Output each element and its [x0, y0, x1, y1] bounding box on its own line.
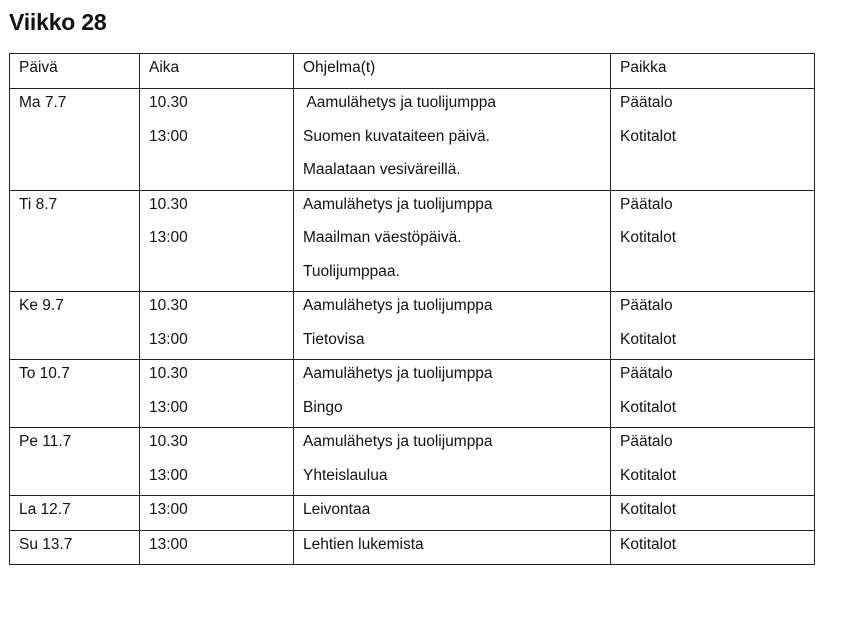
time-value: 13:00 [149, 229, 188, 246]
place-cell [611, 190, 815, 292]
day-cell [10, 530, 140, 565]
program-text: Yhteislaulua [303, 466, 388, 484]
place-text: Päätalo [620, 195, 673, 213]
time-value: 10.30 [149, 365, 188, 382]
day-label: La 12.7 [19, 501, 71, 518]
program-text: Tietovisa [303, 330, 365, 348]
program-text: Leivontaa [303, 501, 371, 518]
place-text: Päätalo [620, 297, 673, 314]
place-cell [611, 428, 815, 496]
header-time: Aika [140, 54, 294, 89]
header-program: Ohjelma(t) [294, 54, 611, 89]
program-text: Tuolijumppaa. [303, 262, 400, 280]
table-row [10, 496, 815, 531]
place-text: Kotitalot [620, 330, 677, 348]
table-header-row [10, 54, 815, 89]
program-text: Aamulähetys ja tuolijumppa [303, 297, 493, 314]
day-cell [10, 292, 140, 360]
time-cell [140, 360, 294, 428]
place-text: Kotitalot [620, 501, 677, 518]
program-cell [294, 360, 611, 428]
place-cell [611, 292, 815, 360]
place-text: Kotitalot [620, 535, 677, 553]
program-cell [294, 89, 611, 191]
header-day: Päivä [10, 54, 140, 89]
time-cell [140, 428, 294, 496]
time-value: 10.30 [149, 433, 188, 450]
program-text: Maalataan vesiväreillä. [303, 161, 461, 178]
place-cell [611, 89, 815, 191]
day-cell [10, 496, 140, 531]
program-text: Aamulähetys ja tuolijumppa [303, 195, 493, 213]
program-cell [294, 530, 611, 565]
time-value: 13:00 [149, 127, 188, 145]
time-value: 13:00 [149, 330, 188, 348]
program-cell [294, 428, 611, 496]
time-value: 13:00 [149, 466, 188, 484]
time-cell [140, 190, 294, 292]
header-place: Paikka [611, 54, 815, 89]
program-cell [294, 190, 611, 292]
day-label: To 10.7 [19, 365, 70, 382]
program-text: Suomen kuvataiteen päivä. [303, 127, 490, 145]
time-value: 10.30 [149, 94, 188, 111]
day-label: Ma 7.7 [19, 94, 67, 111]
day-label: Ti 8.7 [19, 195, 58, 213]
time-cell [140, 89, 294, 191]
day-label: Pe 11.7 [19, 433, 72, 450]
time-value: 13:00 [149, 398, 188, 416]
day-label: Su 13.7 [19, 535, 73, 553]
program-text: Aamulähetys ja tuolijumppa [303, 365, 493, 382]
table-row [10, 428, 815, 496]
time-value: 13:00 [149, 535, 188, 553]
program-text: Bingo [303, 398, 343, 416]
program-cell [294, 292, 611, 360]
time-value: 10.30 [149, 297, 188, 314]
program-text: Aamulähetys ja tuolijumppa [303, 433, 493, 450]
program-cell [294, 496, 611, 531]
place-cell [611, 360, 815, 428]
place-text: Päätalo [620, 94, 673, 111]
place-text: Kotitalot [620, 398, 677, 416]
time-cell [140, 496, 294, 531]
table-row [10, 292, 815, 360]
table-row [10, 530, 815, 565]
table-row [10, 190, 815, 292]
time-cell [140, 530, 294, 565]
day-cell [10, 190, 140, 292]
place-cell [611, 530, 815, 565]
place-text: Kotitalot [620, 466, 677, 484]
place-text: Kotitalot [620, 229, 677, 246]
day-cell [10, 89, 140, 191]
place-cell [611, 496, 815, 531]
program-text: Maailman väestöpäivä. [303, 229, 462, 246]
place-text: Kotitalot [620, 127, 677, 145]
place-text: Päätalo [620, 365, 673, 382]
day-label: Ke 9.7 [19, 297, 64, 314]
program-text: Lehtien lukemista [303, 535, 424, 553]
place-text: Päätalo [620, 433, 673, 450]
day-cell [10, 428, 140, 496]
table-row [10, 360, 815, 428]
page-title: Viikko 28 [9, 9, 107, 35]
program-text: Aamulähetys ja tuolijumppa [303, 94, 497, 111]
table-row [10, 89, 815, 191]
time-value: 13:00 [149, 501, 188, 518]
time-value: 10.30 [149, 195, 188, 213]
schedule-table [9, 53, 815, 565]
day-cell [10, 360, 140, 428]
time-cell [140, 292, 294, 360]
